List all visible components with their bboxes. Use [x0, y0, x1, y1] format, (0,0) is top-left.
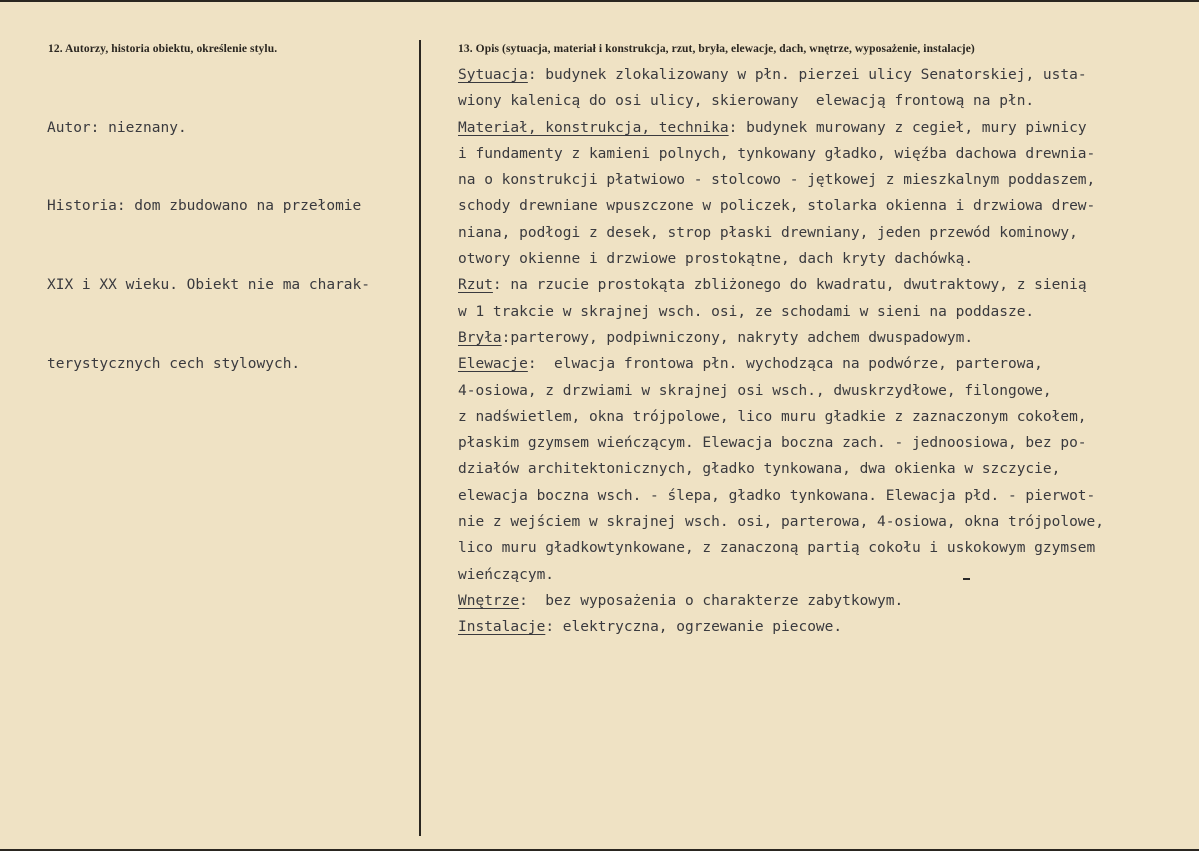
section-13-line-text: : budynek murowany z cegieł, mury piwnicy [728, 119, 1087, 136]
section-13-line-text: : elektryczna, ogrzewanie piecowe. [545, 619, 843, 636]
section-13-line [458, 509, 1104, 535]
section-13-line [458, 456, 1104, 482]
section-13-line [458, 220, 1104, 246]
section-13-line-text: : elwacja frontowa płn. wychodząca na podwórze, parterowa, [527, 356, 1043, 373]
section-13-heading: 13. Opis (sytuacja, materiał i konstrukcja, rzut, bryła, elewacje, dach, wnętrze, wyposażenie, instalacje) [458, 43, 975, 55]
section-13-line-text: : budynek zlokalizowany w płn. pierzei ulicy Senatorskiej, usta- [527, 67, 1087, 83]
section-13-line-text: na o konstrukcji płatwiowo - stolcowo - jętkowej z mieszkalnym poddaszem, [458, 172, 1096, 189]
ink-mark [963, 578, 970, 580]
section-13-line [458, 88, 1104, 114]
section-13-line [458, 272, 1104, 298]
section-13-line [458, 404, 1104, 430]
section-13-line-text: działów architektonicznych, gładko tynkowana, dwa okienka w szczycie, [458, 461, 1061, 478]
section-13-line [458, 351, 1104, 377]
section-13-line [458, 535, 1104, 561]
section-12-line: Autor: nieznany. [47, 119, 187, 136]
section-13-line-text: :parterowy, podpiwniczony, nakryty adchem dwuspadowym. [501, 329, 974, 346]
section-13-subheading: Materiał, konstrukcja, technika [458, 119, 729, 136]
section-13-line [458, 167, 1104, 193]
section-12-heading: 12. Autorzy, historia obiektu, określenie stylu. [48, 43, 278, 55]
section-13-line-text: wieńczącym. [458, 566, 555, 583]
section-13-line-text: 4-osiowa, z drzwiami w skrajnej osi wsch., dwuskrzydłowe, filongowe, [458, 382, 1052, 399]
section-13-line [458, 588, 1104, 614]
section-13-line [458, 614, 1104, 640]
section-13-subheading: Instalacje [458, 619, 546, 636]
section-13-line [458, 299, 1104, 325]
section-13-line-text: w 1 trakcie w skrajnej wsch. osi, ze schodami w sieni na poddasze. [458, 303, 1035, 320]
section-13-line-text: z nadświetlem, okna trójpolowe, lico muru gładkie z zaznaczonym cokołem, [458, 408, 1087, 425]
section-13-line-text: : bez wyposażenia o charakterze zabytkowym. [519, 592, 904, 609]
section-12-line: Historia: dom zbudowano na przełomie [47, 198, 362, 215]
section-13-line [458, 62, 1104, 88]
section-13-line-text: : na rzucie prostokąta zbliżonego do kwadratu, dwutraktowy, z sienią [492, 277, 1087, 294]
section-13-line [458, 562, 1104, 588]
section-13-subheading: Sytuacja [458, 67, 528, 83]
section-13-line-text: otwory okienne i drzwiowe prostokątne, dach kryty dachówką. [458, 251, 974, 268]
column-divider [419, 40, 421, 836]
section-13-line-text: lico muru gładkowtynkowane, z zanaczoną partią cokołu i uskokowym gzymsem [458, 540, 1096, 557]
section-13-line [458, 325, 1104, 351]
section-13-line-text: nie z wejściem w skrajnej wsch. osi, parterowa, 4-osiowa, okna trójpolowe, [458, 514, 1105, 531]
section-12-line: terystycznych cech stylowych. [47, 356, 301, 373]
section-13-subheading: Elewacje [458, 356, 528, 373]
section-13-line-text: wiony kalenicą do osi ulicy, skierowany elewacją frontową na płn. [458, 93, 1035, 110]
section-13-line [458, 430, 1104, 456]
section-13-subheading: Rzut [458, 277, 493, 294]
section-13-subheading: Bryła [458, 329, 502, 346]
section-12-line: XIX i XX wieku. Obiekt nie ma charak- [47, 277, 371, 294]
section-12-body [47, 62, 370, 430]
section-13-line-text: niana, podłogi z desek, strop płaski drewniany, jeden przewód kominowy, [458, 224, 1078, 241]
section-13-body [458, 62, 1104, 641]
section-13-line-text: schody drewniane wpuszczone w policzek, stolarka okienna i drzwiowa drew- [458, 198, 1096, 215]
section-13-line [458, 193, 1104, 219]
section-13-line [458, 115, 1104, 141]
section-13-line [458, 378, 1104, 404]
section-13-line [458, 483, 1104, 509]
section-13-line [458, 141, 1104, 167]
section-13-line [458, 246, 1104, 272]
section-13-line-text: i fundamenty z kamieni polnych, tynkowany gładko, więźba dachowa drewnia- [458, 145, 1096, 162]
section-13-line-text: elewacja boczna wsch. - ślepa, gładko tynkowana. Elewacja płd. - pierwot- [458, 487, 1096, 504]
section-13-subheading: Wnętrze [458, 592, 520, 609]
section-13-line-text: płaskim gzymsem wieńczącym. Elewacja boczna zach. - jednoosiowa, bez po- [458, 435, 1087, 452]
